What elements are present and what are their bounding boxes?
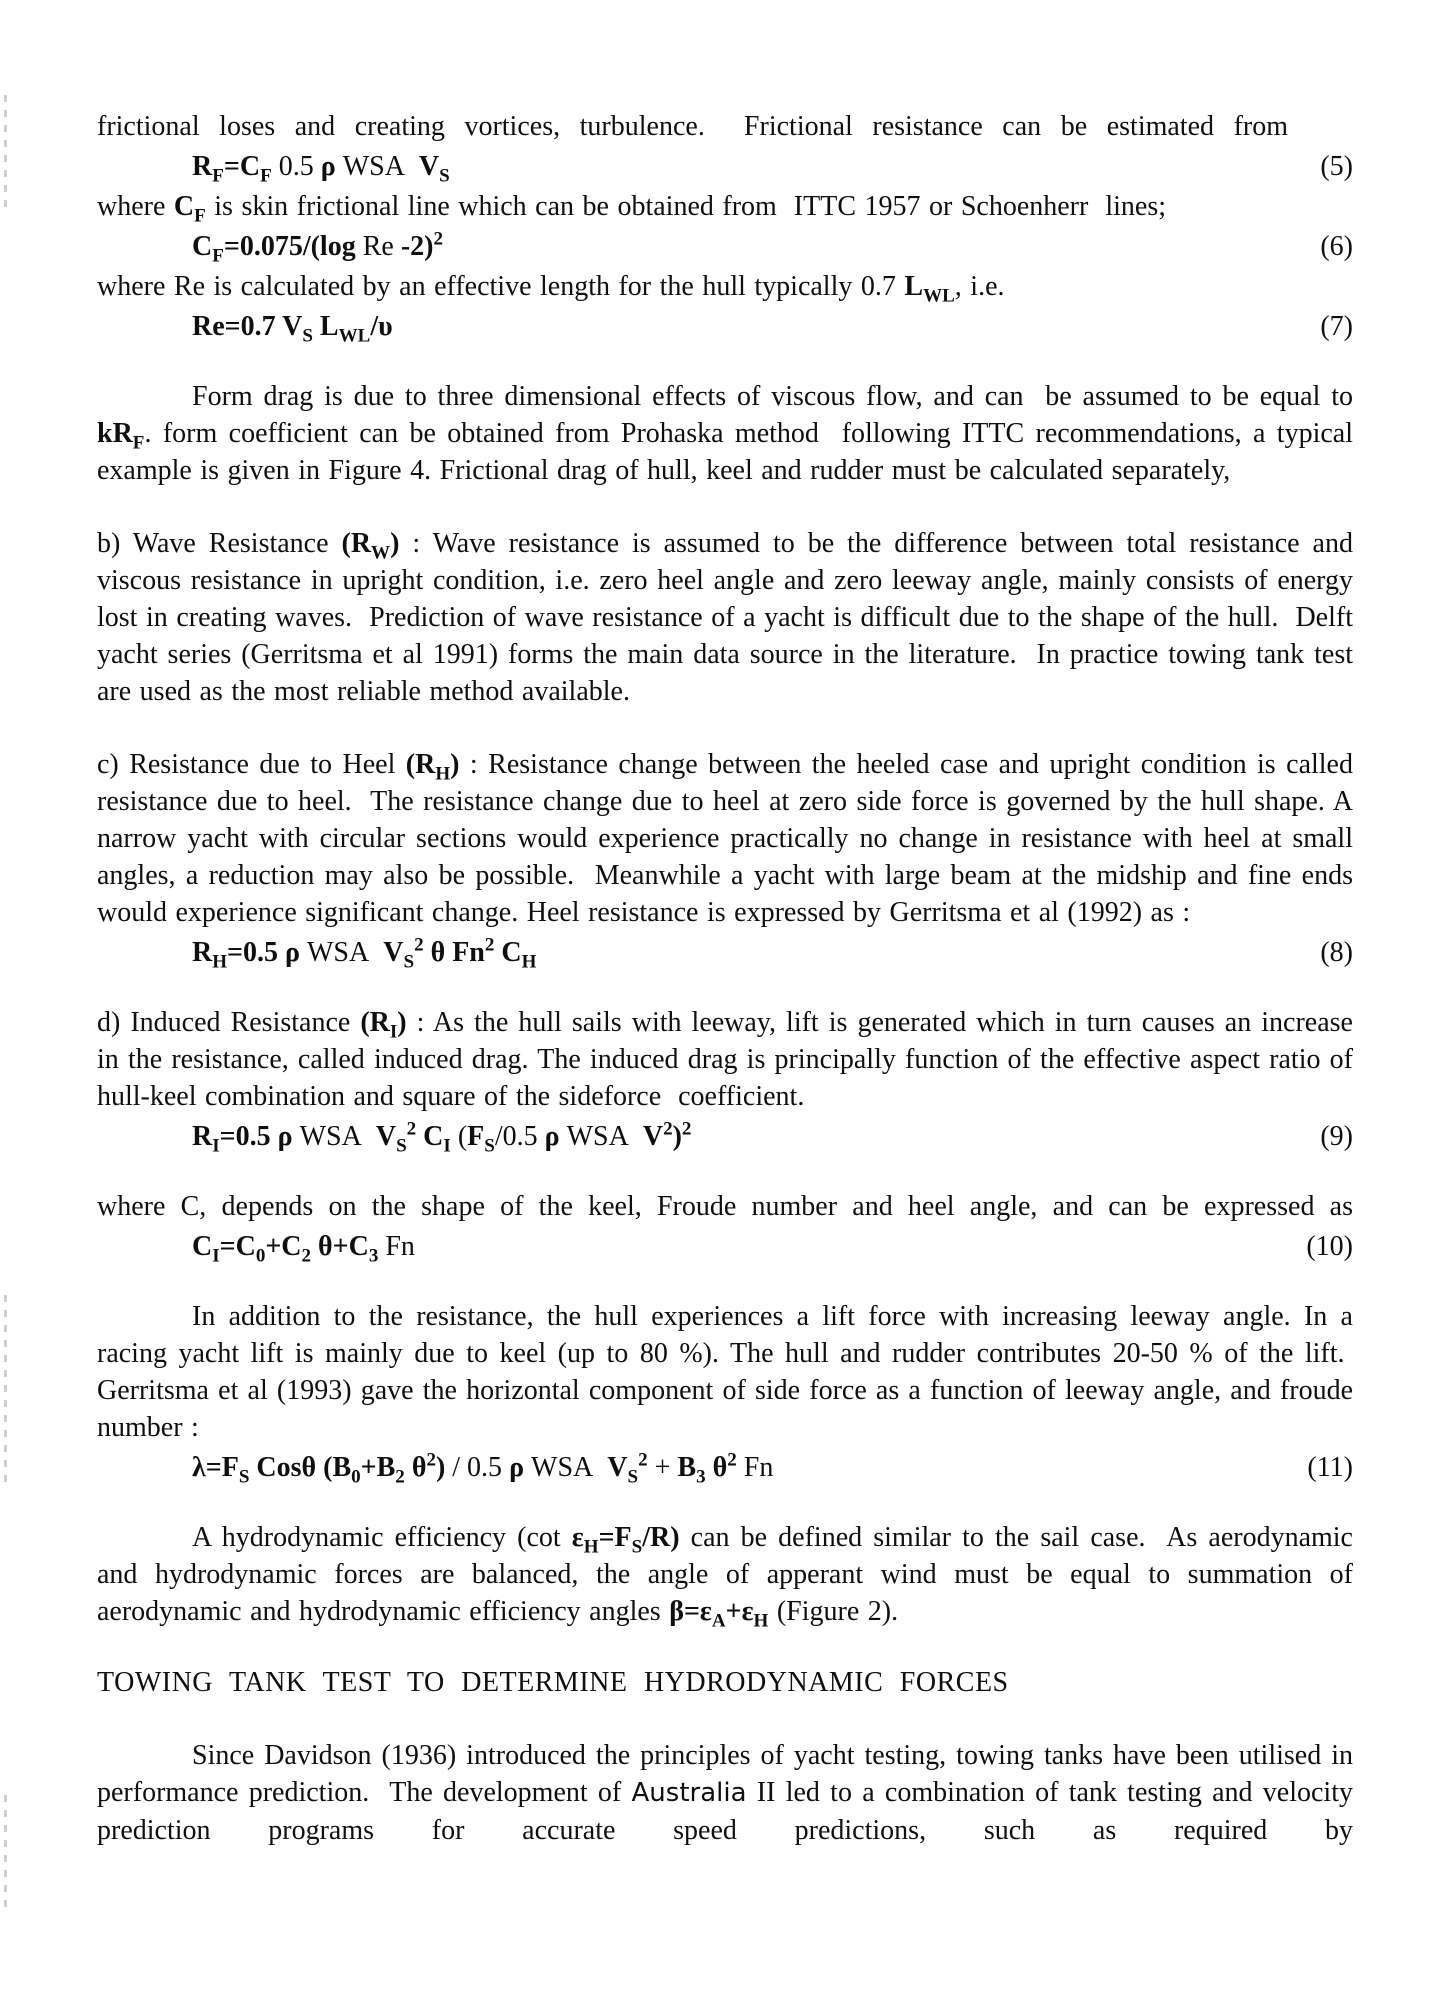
paragraph-where-cf: where $C_F$ is skin frictional line which can be obtained from ITTC 1957 or Schoenherr lines; [97, 191, 1166, 227]
equation-9-number: (9) [1320, 1121, 1353, 1152]
scan-artifact-middle [4, 1295, 7, 1485]
equation-10-body: $C_I=C_0+C_2$ $\theta+C_3$ Fn [192, 1231, 415, 1267]
equation-9 [97, 1115, 1353, 1158]
section-heading-towing-tank: TOWING TANK TEST TO DETERMINE HYDRODYNAMIC FORCES [97, 1667, 1009, 1698]
paragraph-induced-resistance: d) Induced Resistance $(R_I)$ : As the hull sails with leeway, lift is generated which in turn causes an increase in the resistance, called induced drag. The induced drag is principally function of the effective aspect ratio of hull-keel combination and square of the sideforce coefficient. [97, 1007, 1353, 1112]
equation-10-number: (10) [1306, 1231, 1353, 1262]
paragraph-where-re: where Re is calculated by an effective length for the hull typically 0.7 $L_{WL}$, i.e. [97, 271, 1005, 307]
equation-6-body: $C_F=0.075/(\log$ Re -2)$^2$ [192, 228, 443, 267]
equation-8-number: (8) [1320, 937, 1353, 968]
equation-5-body: $R_F=C_F$ 0.5 ρ WSA $V_S$ [192, 151, 450, 187]
equation-7-body: Re=0.7 $V_S$ $L_{WL}/\upsilon$ [192, 311, 393, 347]
equation-8 [97, 931, 1353, 974]
scan-artifact-top [4, 95, 7, 213]
equation-8-body: $R_H=0.5$ ρ WSA $V_S^2$ θ Fn$^2$ $C_H$ [192, 934, 537, 973]
paragraph-form-drag: Form drag is due to three dimensional effects of viscous flow, and can be assumed to be equal to $kR_F$. form coefficient can be obtained from Prohaska method following ITTC recommendations, a typical example is given in Figure 4. Frictional drag of hull, keel and rudder must be calculated separately, [97, 381, 1353, 486]
equation-11 [97, 1446, 1353, 1489]
scan-artifact-bottom [4, 1795, 7, 1913]
paragraph-where-ci: where C, depends on the shape of the keel, Froude number and heel angle, and can be expressed as [97, 1191, 1353, 1222]
equation-7 [97, 305, 1353, 348]
equation-7-number: (7) [1320, 311, 1353, 342]
equation-6 [97, 225, 1353, 268]
equation-11-body: $\lambda=F_S$ Cosθ ($B_0+B_2$ $\theta^2) / 0.5$ ρ WSA $V_S^2 + B_3$ $\theta^2$ Fn [192, 1449, 774, 1488]
equation-6-number: (6) [1320, 231, 1353, 262]
paragraph-frictional-intro: frictional loses and creating vortices, turbulence. Frictional resistance can be estimated from [97, 111, 1288, 142]
equation-5-number: (5) [1320, 151, 1353, 182]
paragraph-wave-resistance: b) Wave Resistance $(R_W)$ : Wave resistance is assumed to be the difference between total resistance and viscous resistance in upright condition, i.e. zero heel angle and zero leeway angle, mainly consists of energy lost in creating waves. Prediction of wave resistance of a yacht is difficult due to the shape of the hull. Delft yacht series (Gerritsma et al 1991) forms the main data source in the literature. In practice towing tank test are used as the most reliable method available. [97, 528, 1353, 707]
equation-5 [97, 145, 1353, 188]
equation-9-body: $R_I=0.5$ ρ WSA $V_S^2$ $C_I$ ($F_S/0.5$ ρ WSA $V^2)^2$ [192, 1118, 692, 1157]
paragraph-lift-force: In addition to the resistance, the hull experiences a lift force with increasing leeway angle. In a racing yacht lift is mainly due to keel (up to 80 %). The hull and rudder contributes 20-50 % of the lift. Gerritsma et al (1993) gave the horizontal component of side force as a function of leeway angle, and froude number : [97, 1301, 1353, 1443]
paragraph-heel-resistance: c) Resistance due to Heel $(R_H)$ : Resistance change between the heeled case and upright condition is called resistance due to heel. The resistance change due to heel at zero side force is governed by the hull shape. A narrow yacht with circular sections would experience practically no change in resistance with heel at small angles, a reduction may also be possible. Meanwhile a yacht with large beam at the midship and fine ends would experience significant change. Heel resistance is expressed by Gerritsma et al (1992) as : [97, 749, 1353, 928]
equation-11-number: (11) [1307, 1452, 1353, 1483]
paragraph-davidson: Since Davidson (1936) introduced the principles of yacht testing, towing tanks have been utilised in performance prediction. The development of Australia II led to a combination of tank testing and velocity prediction programs for accurate speed predictions, such as required by [97, 1740, 1353, 1846]
paragraph-hydro-efficiency: A hydrodynamic efficiency (cot $\varepsilon_H=F_S/R$) can be defined similar to the sail case. As aerodynamic and hydrodynamic forces are balanced, the angle of apperant wind must be equal to summation of aerodynamic and hydrodynamic efficiency angles $\beta=\varepsilon_A+\varepsilon_H$ (Figure 2). [97, 1522, 1353, 1632]
equation-10 [97, 1225, 1353, 1268]
